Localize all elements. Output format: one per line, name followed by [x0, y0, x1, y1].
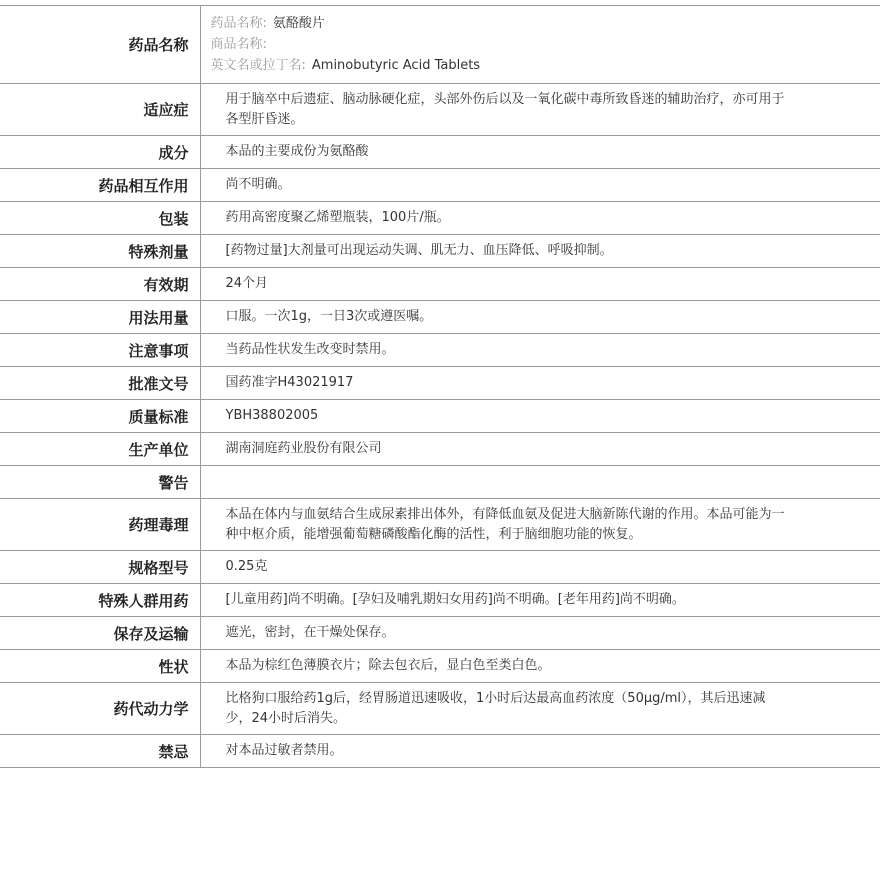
row-value: 用于脑卒中后遗症、脑动脉硬化症，头部外伤后以及一氧化碳中毒所致昏迷的辅助治疗，亦可用于各型肝昏迷。 — [200, 84, 880, 136]
generic-name-line — [211, 13, 791, 34]
table-row — [0, 433, 880, 466]
table-row — [0, 735, 880, 768]
row-value: 对本品过敏者禁用。 — [200, 735, 880, 768]
table-row — [0, 650, 880, 683]
row-label: 性状 — [0, 650, 200, 683]
table-row — [0, 499, 880, 551]
table-row — [0, 617, 880, 650]
table-row — [0, 334, 880, 367]
row-label: 药品相互作用 — [0, 169, 200, 202]
table-row — [0, 268, 880, 301]
row-label: 特殊人群用药 — [0, 584, 200, 617]
table-row — [0, 551, 880, 584]
row-value: 比格狗口服给药1g后，经胃肠道迅速吸收，1小时后达最高血药浓度（50μg/ml），其后迅速减少，24小时后消失。 — [200, 683, 880, 735]
row-value: 药用高密度聚乙烯塑瓶装，100片/瓶。 — [200, 202, 880, 235]
row-label: 规格型号 — [0, 551, 200, 584]
row-value: 本品为棕红色薄膜衣片；除去包衣后，显白色至类白色。 — [200, 650, 880, 683]
table-row — [0, 169, 880, 202]
row-value — [200, 466, 880, 499]
table-row — [0, 202, 880, 235]
row-value: 本品在体内与血氨结合生成尿素排出体外，有降低血氨及促进大脑新陈代谢的作用。本品可能为一种中枢介质，能增强葡萄糖磷酸酯化酶的活性，利于脑细胞功能的恢复。 — [200, 499, 880, 551]
row-label: 警告 — [0, 466, 200, 499]
row-value: 尚不明确。 — [200, 169, 880, 202]
row-value: [儿童用药]尚不明确。[孕妇及哺乳期妇女用药]尚不明确。[老年用药]尚不明确。 — [200, 584, 880, 617]
table-row — [0, 301, 880, 334]
row-value: 湖南洞庭药业股份有限公司 — [200, 433, 880, 466]
row-value: [药物过量]大剂量可出现运动失调、肌无力、血压降低、呼吸抑制。 — [200, 235, 880, 268]
row-value: 本品的主要成份为氨酪酸 — [200, 136, 880, 169]
table-row — [0, 584, 880, 617]
row-value: 0.25克 — [200, 551, 880, 584]
row-label: 药理毒理 — [0, 499, 200, 551]
row-label: 成分 — [0, 136, 200, 169]
row-value: 当药品性状发生改变时禁用。 — [200, 334, 880, 367]
row-label: 特殊剂量 — [0, 235, 200, 268]
row-label: 保存及运输 — [0, 617, 200, 650]
row-label: 有效期 — [0, 268, 200, 301]
table-row — [0, 466, 880, 499]
row-value: 24个月 — [200, 268, 880, 301]
row-label: 生产单位 — [0, 433, 200, 466]
row-value: 国药准字H43021917 — [200, 367, 880, 400]
row-label: 注意事项 — [0, 334, 200, 367]
table-row — [0, 84, 880, 136]
row-label: 批准文号 — [0, 367, 200, 400]
row-label: 药品名称 — [0, 6, 200, 84]
row-label: 适应症 — [0, 84, 200, 136]
row-value: 口服。一次1g，一日3次或遵医嘱。 — [200, 301, 880, 334]
row-label: 包装 — [0, 202, 200, 235]
drug-info-table — [0, 5, 880, 768]
english-name-value: Aminobutyric Acid Tablets — [311, 58, 481, 73]
table-row — [0, 136, 880, 169]
row-label: 质量标准 — [0, 400, 200, 433]
table-row — [0, 683, 880, 735]
table-row-drug-name — [0, 6, 880, 84]
row-label: 药代动力学 — [0, 683, 200, 735]
english-name-line — [211, 55, 791, 76]
row-value: 遮光，密封，在干燥处保存。 — [200, 617, 880, 650]
table-row — [0, 367, 880, 400]
english-name-key: 英文名或拉丁名: — [210, 58, 306, 73]
row-value: YBH38802005 — [200, 400, 880, 433]
row-label: 禁忌 — [0, 735, 200, 768]
drug-name-block — [200, 6, 880, 84]
table-row — [0, 235, 880, 268]
trade-name-key: 商品名称: — [210, 37, 267, 52]
table-row — [0, 400, 880, 433]
trade-name-line — [211, 34, 791, 55]
generic-name-value: 氨酪酸片 — [272, 16, 325, 31]
generic-name-key: 药品名称: — [210, 16, 267, 31]
row-label: 用法用量 — [0, 301, 200, 334]
